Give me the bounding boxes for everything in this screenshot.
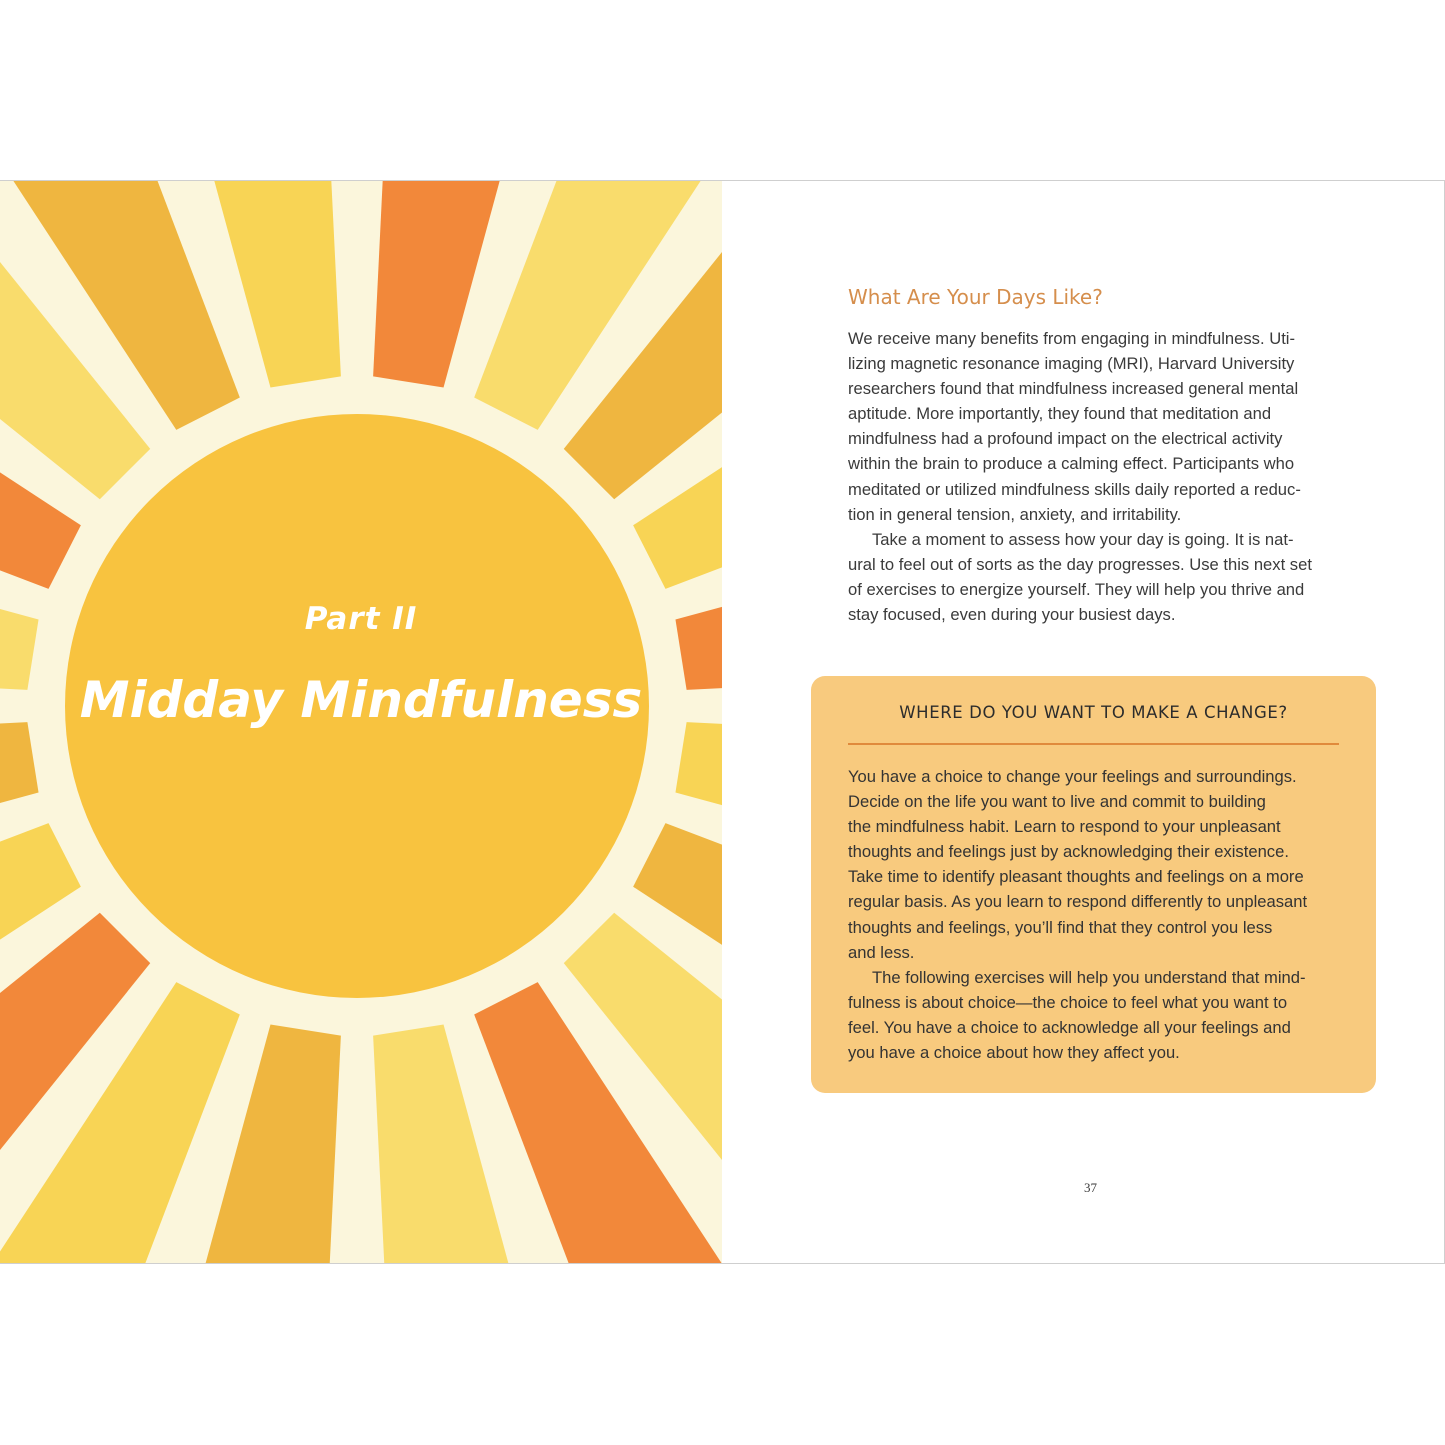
book-spread [0, 180, 1445, 1264]
left-page-illustration [0, 181, 722, 1263]
part-label: Part II [304, 601, 418, 637]
body-paragraph: We receive many benefits from engaging in mindfulness. Uti- lizing magnetic resonance imaging (MRI), Harvard University researchers found that mindfulness increased general mental aptitude. More importantly, they found that meditation and mindfulness had a profound impact on the electrical activity within the brain to produce a calming effect. Participants who meditated or utilized mindfulness skills daily reported a reduc- tion in general tension, anxiety, and irritability. [848, 329, 1301, 524]
callout-box [811, 676, 1376, 1093]
callout-paragraph: You have a choice to change your feelings and surroundings. Decide on the life you want to live and commit to building the mindfulness habit. Learn to respond to your unpleasant thoughts and feelings just by acknowledging their existence. Take time to identify pleasant thoughts and feelings on a more regular basis. As you learn to respond differently to unpleasant thoughts and feelings, you’ll find that they control you less and less. [848, 767, 1308, 962]
callout-text [848, 764, 1348, 1065]
page-number: 37 [1084, 1180, 1097, 1195]
callout-title: WHERE DO YOU WANT TO MAKE A CHANGE? [899, 703, 1288, 722]
right-page [722, 181, 1445, 1263]
body-paragraph: Take a moment to assess how your day is going. It is nat- ural to feel out of sorts as the day progresses. Use this next set of exercises to energize yourself. They will help you thrive and stay focused, even during your busiest days. [848, 529, 1312, 625]
body-text [848, 326, 1348, 627]
part-title: Midday Mindfulness [79, 671, 643, 729]
section-heading: What Are Your Days Like? [848, 285, 1103, 309]
callout-divider [848, 743, 1339, 745]
callout-paragraph: The following exercises will help you understand that mind- fulness is about choice—the choice to feel what you want to feel. You have a choice to acknowledge all your feelings and you have a choice about how they affect you. [848, 967, 1306, 1063]
